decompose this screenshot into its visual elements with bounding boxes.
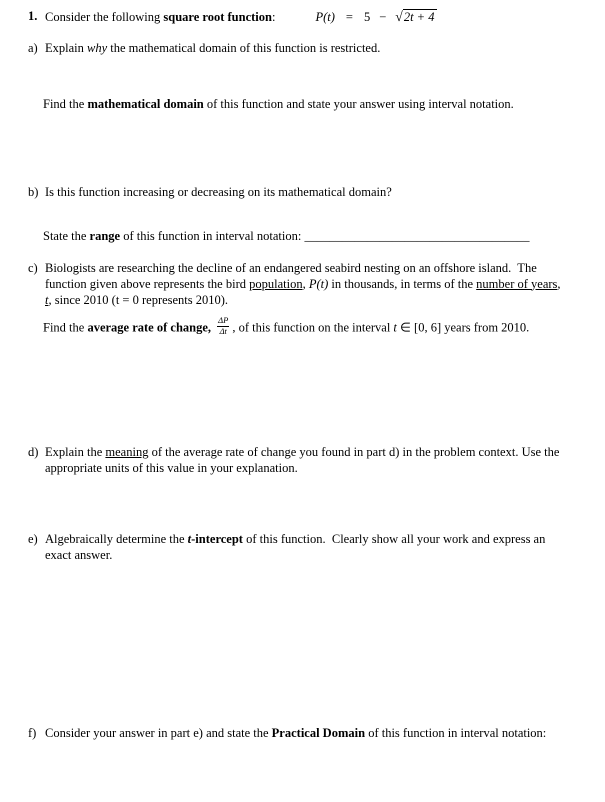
formula-equals: = <box>345 10 353 24</box>
question-1-colon: : <box>271 10 276 24</box>
part-d-question <box>28 444 568 476</box>
part-e-question <box>28 531 568 563</box>
fraction-denominator: Δt <box>219 325 227 336</box>
part-a-find-pre: Find the <box>43 96 88 111</box>
part-b-text: Is this function increasing or decreasing on its mathematical domain? <box>45 184 392 199</box>
formula-constant: 5 <box>363 10 371 24</box>
part-a-find-instruction <box>43 96 575 112</box>
part-c-p2: , <box>302 276 309 291</box>
part-c-p5: , since 2010 (t = 0 represents 2010). <box>48 292 229 307</box>
square-root-function-formula <box>315 10 437 24</box>
part-c-p4: , <box>557 276 561 291</box>
radical-sign: √ <box>395 9 403 24</box>
part-d-p2: of the average rate of change you found in part d) in the problem context. Use the appropriate units of this value in your explanation. <box>45 444 560 475</box>
part-b-question <box>28 184 575 200</box>
part-c-find-comma: , <box>207 319 215 334</box>
part-b-state-bold: range <box>89 228 121 243</box>
part-b-label: b) <box>28 184 39 199</box>
delta-p-over-delta-t-fraction <box>217 316 229 337</box>
part-e-p1: Algebraically determine the <box>45 531 188 546</box>
part-a-text-pre: Explain <box>45 40 88 55</box>
part-a-question <box>28 40 575 56</box>
formula-minus: − <box>379 10 387 24</box>
part-c-find-post: ∈ [0, 6] years from 2010. <box>396 319 530 334</box>
part-c-underline-population: population <box>249 276 303 291</box>
part-c-pt-italic: P(t) <box>308 276 329 291</box>
formula-lhs: P(t) <box>315 10 335 24</box>
part-c-underline-t: t <box>45 292 49 307</box>
part-e-p2: of this function. Clearly show all your work and express an exact answer. <box>45 531 546 562</box>
question-1-number: 1. <box>28 9 38 23</box>
part-b-state-range <box>43 228 575 244</box>
part-a-find-post: of this function and state your answer using interval notation. <box>203 96 514 111</box>
part-c-label: c) <box>28 260 38 275</box>
part-e-bold-t: t <box>187 531 192 546</box>
fraction-numerator: ΔP <box>217 316 229 327</box>
question-1-lead: Consider the following <box>45 10 164 24</box>
part-b-state-pre: State the <box>43 228 90 243</box>
part-c-underline-number-of-years: number of years <box>476 276 558 291</box>
part-a-text-post: the mathematical domain of this function is restricted. <box>107 40 381 55</box>
part-a-text-italic: why <box>87 40 108 55</box>
part-d-underline-meaning: meaning <box>105 444 149 459</box>
part-f-question <box>28 725 575 741</box>
part-b-state-post: of this function in interval notation: <box>120 228 305 243</box>
answer-blank-line: ____________________________________ <box>304 228 530 243</box>
part-c-p3: in thousands, in terms of the <box>328 276 477 291</box>
part-e-bold-intercept: -intercept <box>191 531 243 546</box>
part-c-find-mid: , of this function on the interval <box>232 319 394 334</box>
part-c-t-italic: t <box>393 319 397 334</box>
part-f-p1: Consider your answer in part e) and state the <box>45 725 272 740</box>
question-1-lead-bold: square root function <box>163 10 272 24</box>
part-f-label: f) <box>28 725 37 740</box>
part-a-find-bold: mathematical domain <box>87 96 204 111</box>
radicand: 2t + 4 <box>403 9 438 24</box>
part-f-bold-practical-domain: Practical Domain <box>271 725 366 740</box>
part-c-find-bold: average rate of change <box>87 319 208 334</box>
part-c-find-pre: Find the <box>43 319 88 334</box>
part-a-label: a) <box>28 40 38 55</box>
part-c-p1: Biologists are researching the decline of an endangered seabird nesting on an offshore island. The function given above represents the bird <box>45 260 537 291</box>
part-d-label: d) <box>28 444 39 459</box>
part-c-find-instruction <box>43 314 575 339</box>
part-e-label: e) <box>28 531 38 546</box>
part-d-p1: Explain the <box>45 444 106 459</box>
part-c-context-paragraph <box>28 260 568 308</box>
part-f-p2: of this function in interval notation: <box>365 725 547 740</box>
question-1-header <box>28 8 575 26</box>
